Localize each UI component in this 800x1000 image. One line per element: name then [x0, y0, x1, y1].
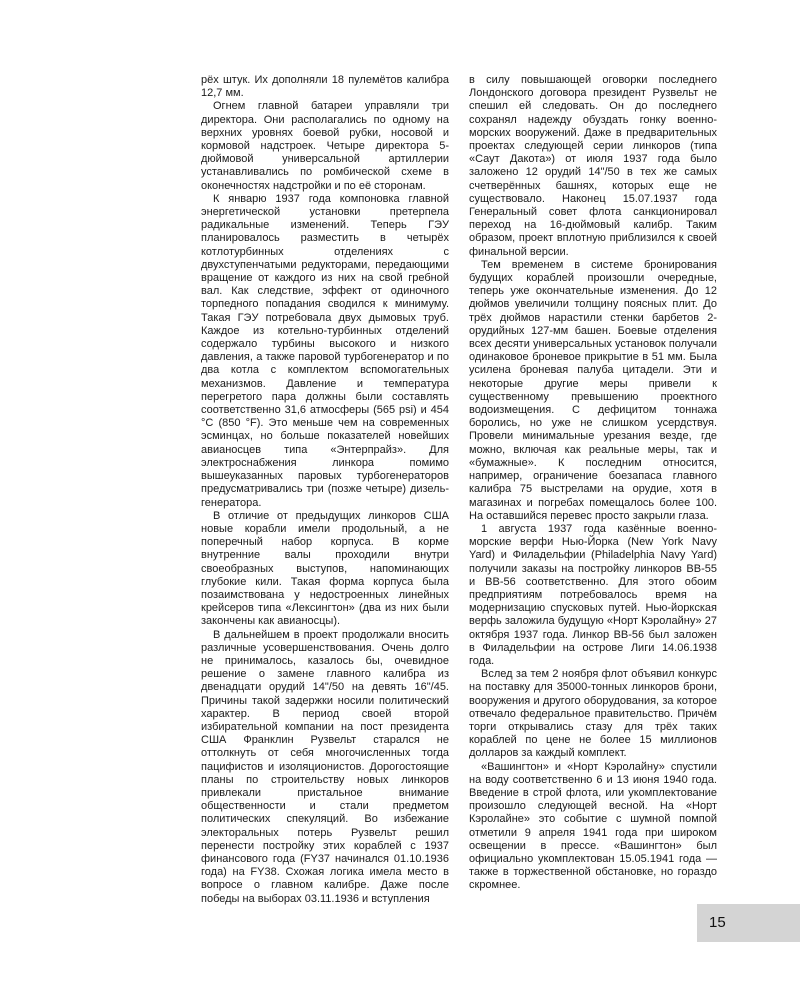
left-text-column	[201, 74, 449, 906]
page-number-tab	[697, 904, 800, 942]
paragraph: В дальнейшем в проект продолжали вносить различные усовершенствования. Очень долго не принималось, казалось бы, очевидное решение о замене главного калибра из двенадцати орудий 14"/50 на девять 16"/45. Причины такой задержки носили политический характер. В период своей второй избирательной компании на пост президента США Франклин Рузвельт старался не оттолкнуть от себя многочисленных тогда пацифистов и изоляционистов. Дорогостоящие планы по строительству новых линкоров привлекали пристальное внимание общественности и стали предметом политических спекуляций. Во избежание электоральных потерь Рузвельт решил перенести постройку этих кораблей с 1937 финансового года (FY37 начинался 01.10.1936 года) на FY38. Схожая логика имела место в вопросе о главном калибре. Даже после победы на выборах 03.11.1936 и вступления	[201, 628, 449, 905]
paragraph: Тем временем в системе бронирования будущих кораблей произошли очередные, теперь уже окончательные изменения. До 12 дюймов увеличили толщину поясных плит. До трёх дюймов нарастили стенки барбетов 2-орудийных 127-мм башен. Боевые отделения всех десяти универсальных установок получали одинаковое броневое прикрытие в 51 мм. Была усилена броневая палуба цитадели. Эти и некоторые другие меры привели к существенному превышению проектного водоизмещения. С дефицитом тоннажа боролись, но уже не слишком усердствуя. Провели минимальные урезания везде, где можно, включая как реальные меры, так и «бумажные». К последним относится, например, ограничение боезапаса главного калибра 75 выстрелами на орудие, хотя в магазинах и погребах помещалось более 100. На оставшийся перевес просто закрыли глаза.	[469, 258, 717, 522]
paragraph: 1 августа 1937 года казённые военно-морские верфи Нью-Йорка (New York Navy Yard) и Филадельфии (Philadelphia Navy Yard) получили заказы на постройку линкоров ВВ-55 и ВВ-56 соответственно. Для этого обоим предприятиям потребовалось время на модернизацию спусковых путей. Нью-йоркская верфь заложила будущую «Норт Кэролайну» 27 октября 1937 года. Линкор ВВ-56 был заложен в Филадельфии на острове Лиги 14.06.1938 года.	[469, 522, 717, 667]
paragraph: рёх штук. Их дополняли 18 пулемётов калибра 12,7 мм.	[201, 74, 449, 100]
page-number: 15	[709, 914, 726, 931]
paragraph: В отличие от предыдущих линкоров США новые корабли имели продольный, а не поперечный набор корпуса. В корме внутренние валы проходили внутри своеобразных выступов, напоминающих глубокие кили. Такая форма корпуса была позаимствована у недостроенных линейных крейсеров типа «Лексингтон» (два из них были закончены как авианосцы).	[201, 509, 449, 628]
paragraph: Огнем главной батареи управляли три директора. Они располагались по одному на верхних уровнях боевой рубки, носовой и кормовой надстроек. Четыре директора 5-дюймовой универсальной артиллерии устанавливались по ромбической схеме в оконечностях надстройки и по её сторонам.	[201, 100, 449, 192]
paragraph: в силу повышающей оговорки последнего Лондонского договора президент Рузвельт не спешил ей следовать. Он до последнего сохранял надежду обуздать гонку военно-морских вооружений. Даже в предварительных проектах следующей серии линкоров (типа «Саут Дакота») от июля 1937 года было заложено 12 орудий 14"/50 в тех же самых счетверённых башнях, которых еще не существовало. Наконец 15.07.1937 года Генеральный совет флота санкционировал переход на 16-дюймовый калибр. Таким образом, проект вплотную приблизился к своей финальной версии.	[469, 74, 717, 258]
paragraph: Вслед за тем 2 ноября флот объявил конкурс на поставку для 35000-тонных линкоров брони, вооружения и другого оборудования, за которое отвечало федеральное правительство. Причём торги открывались стазу для трёх таких кораблей по цене не более 15 миллионов долларов за каждый комплект.	[469, 668, 717, 760]
paragraph: К январю 1937 года компоновка главной энергетической установки претерпела радикальные изменений. Теперь ГЭУ планировалось разместить в четырёх котлотурбинных отделениях с двухступенчатыми редукторами, передающими вращение от каждого из них на свой гребной вал. Как следствие, эффект от одиночного торпедного попадания сводился к минимуму. Такая ГЭУ потребовала двух дымовых труб. Каждое из котельно-турбинных отделений содержало турбины высокого и низкого давления, а также паровой турбогенератор и по два котла с комплектом вспомогательных механизмов. Давление и температура перегретого пара должны были составлять соответственно 31,6 атмосферы (565 psi) и 454 °C (850 °F). Это меньше чем на современных эсминцах, но больше показателей новейших авианосцев типа «Энтерпрайз». Для электроснабжения линкора помимо вышеуказанных паровых турбогенераторов предусматривались три (позже четыре) дизель-генератора.	[201, 192, 449, 509]
right-text-column	[469, 74, 717, 893]
paragraph: «Вашингтон» и «Норт Кэролайну» спустили на воду соответственно 6 и 13 июня 1940 года. Введение в строй флота, или укомплектование произошло следующей весной. На «Норт Кэролайне» это событие с шумной помпой отметили 9 апреля 1941 года при широком освещении в прессе. «Вашингтон» был официально укомплектован 15.05.1941 года — также в торжественной обстановке, но гораздо скромнее.	[469, 760, 717, 892]
